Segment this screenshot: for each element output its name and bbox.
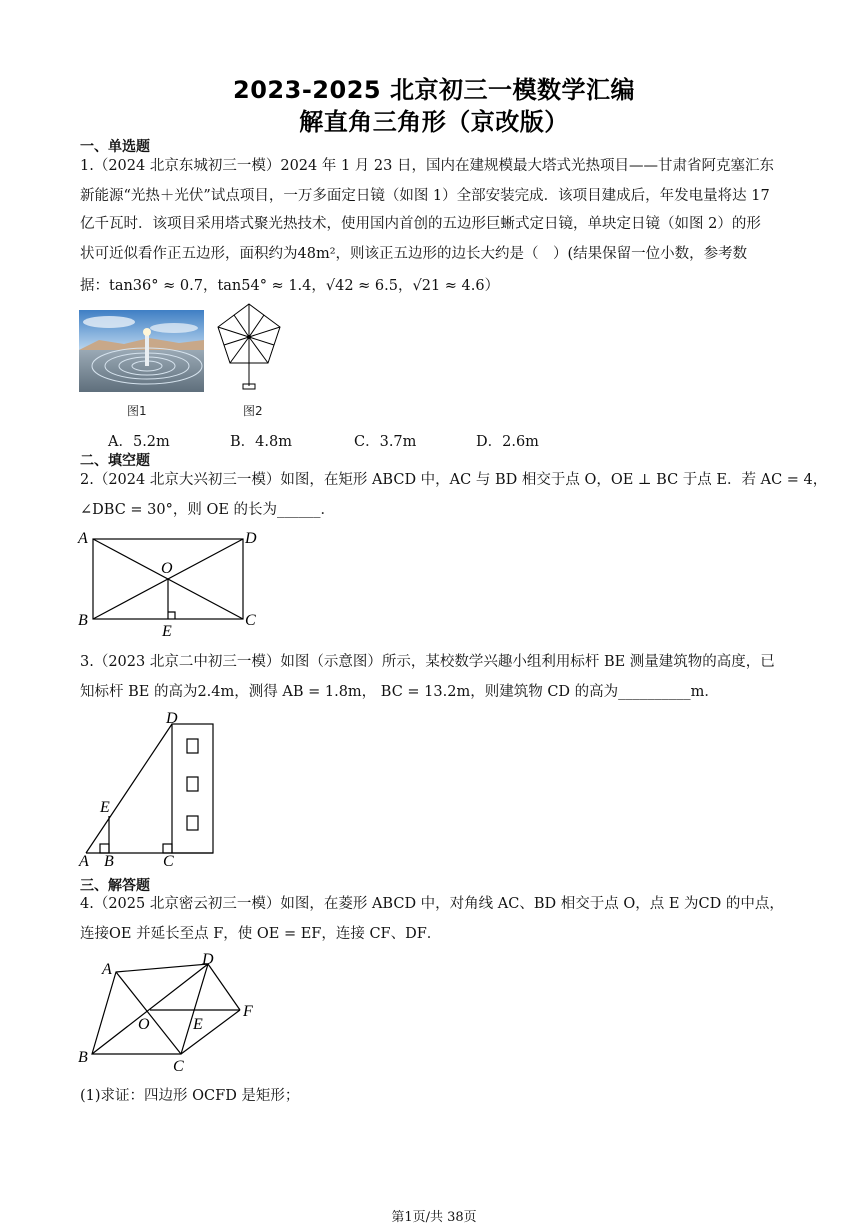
q4-subquestion-1: (1)求证：四边形 OCFD 是矩形； [80, 1088, 300, 1104]
q1-text-line3: 亿千瓦时．该项目采用塔式聚光热技术，使用国内首创的五边形巨蜥式定日镜，单块定日镜（如图 2）的形 [80, 216, 761, 232]
q4-label-f: F [243, 1003, 253, 1020]
q1-option-b[interactable]: B．4.8m [230, 434, 292, 450]
document-title-line1: 2023-2025 北京初三一模数学汇编 [233, 76, 635, 104]
q4-label-a: A [102, 961, 112, 978]
figure2-caption: 图2 [243, 404, 263, 418]
section-heading-fill-blank: 二、填空题 [80, 453, 150, 469]
q1-text-line5: 据：tan36° ≈ 0.7，tan54° ≈ 1.4，√42 ≈ 6.5，√21 ≈ 4.6） [80, 278, 500, 294]
q4-label-c: C [173, 1058, 184, 1075]
pentagon-heliostat-figure [208, 300, 290, 396]
document-title-line2: 解直角三角形（京改版） [299, 108, 569, 136]
q3-text-line1: 3.（2023 北京二中初三一模）如图（示意图）所示，某校数学兴趣小组利用标杆 BE 测量建筑物的高度，已 [80, 654, 775, 670]
q3-label-e: E [100, 799, 110, 816]
q2-label-d: D [245, 530, 257, 547]
solar-field-photo [79, 310, 204, 392]
section-heading-solution: 三、解答题 [80, 878, 150, 894]
q1-option-d[interactable]: D．2.6m [476, 434, 539, 450]
q1-option-c[interactable]: C．3.7m [354, 434, 417, 450]
q3-label-b: B [104, 853, 114, 870]
q2-label-c: C [245, 612, 256, 629]
q4-label-e: E [193, 1016, 203, 1033]
q2-label-e: E [162, 623, 172, 640]
q4-label-o: O [138, 1016, 150, 1033]
q1-text-line4: 状可近似看作正五边形，面积约为48m²，则该正五边形的边长大约是（ ）(结果保留一位小数，参考数 [80, 246, 748, 262]
q3-label-a: A [79, 853, 89, 870]
page-number: 第1页/共 38页 [391, 1210, 477, 1225]
q4-label-d: D [202, 951, 214, 968]
q3-label-d: D [166, 710, 178, 727]
q4-rhombus-diagram [76, 950, 266, 1076]
q1-option-a[interactable]: A．5.2m [108, 434, 170, 450]
q1-text-line1: 1.（2024 北京东城初三一模）2024 年 1 月 23 日，国内在建规模最大塔式光热项目——甘肃省阿克塞汇东 [80, 158, 774, 174]
q4-text-line1: 4.（2025 北京密云初三一模）如图，在菱形 ABCD 中，对角线 AC、BD 相交于点 O，点 E 为CD 的中点， [80, 896, 784, 912]
q4-text-line2: 连接OE 并延长至点 F，使 OE = EF，连接 CF、DF． [80, 926, 442, 942]
q2-label-a: A [78, 530, 88, 547]
q2-text-line1: 2.（2024 北京大兴初三一模）如图，在矩形 ABCD 中，AC 与 BD 相交于点 O，OE ⊥ BC 于点 E．若 AC = 4， [80, 472, 828, 488]
q3-building-diagram [76, 708, 226, 870]
q3-text-line2: 知标杆 BE 的高为2.4m，测得 AB = 1.8m， BC = 13.2m，则建筑物 CD 的高为__________m． [80, 684, 719, 700]
section-heading-single-choice: 一、单选题 [80, 139, 150, 155]
q2-label-o: O [161, 560, 173, 577]
q3-label-c: C [163, 853, 174, 870]
q2-rectangle-diagram [76, 526, 266, 642]
q4-label-b: B [78, 1049, 88, 1066]
q2-text-line2: ∠DBC = 30°，则 OE 的长为______． [80, 502, 336, 518]
figure1-caption: 图1 [127, 404, 147, 418]
q2-label-b: B [78, 612, 88, 629]
q1-text-line2: 新能源“光热＋光伏”试点项目，一万多面定日镜（如图 1）全部安装完成．该项目建成后，年发电量将达 17 [80, 188, 770, 204]
